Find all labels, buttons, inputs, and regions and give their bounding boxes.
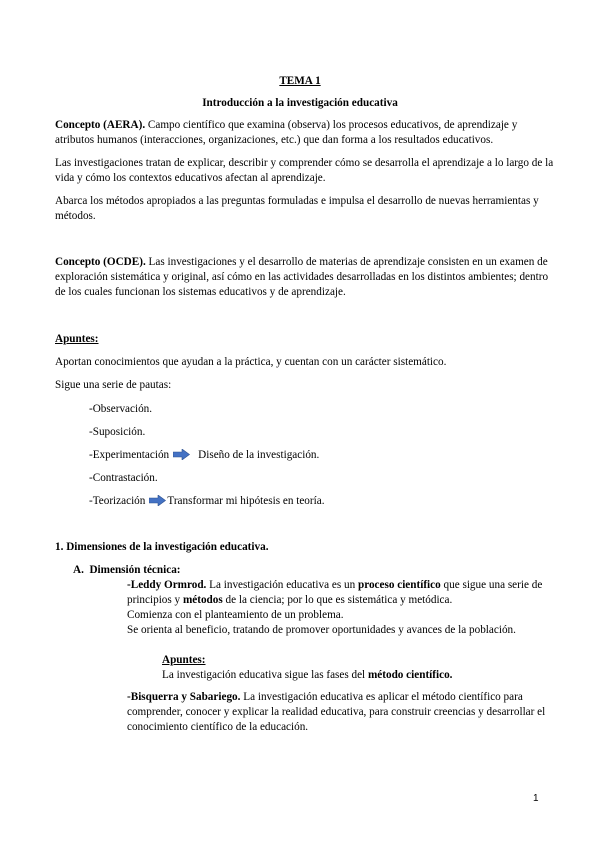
apuntes-text: Aportan conocimientos que ayudan a la práctica, y cuentan con un carácter sistemático. bbox=[55, 356, 447, 368]
section-heading-dimensiones: 1. Dimensiones de la investigación educativa. bbox=[55, 541, 269, 553]
page-number: 1 bbox=[533, 793, 539, 804]
leddy-paragraph bbox=[127, 578, 562, 608]
investigaciones-paragraph: Las investigaciones tratan de explicar, describir y comprender cómo se desarrolla el aprendizaje a lo largo de la vida y cómo los contextos educativos afectan al aprendizaje. bbox=[55, 157, 554, 184]
pauta-experimentacion-result: Diseño de la investigación. bbox=[198, 449, 320, 461]
bisquerra-paragraph bbox=[127, 690, 564, 735]
pauta-contrastacion: -Contrastación. bbox=[89, 472, 158, 484]
page-subtitle: Introducción a la investigación educativa bbox=[202, 97, 398, 109]
bisquerra-name: -Bisquerra y Sabariego. bbox=[127, 691, 241, 703]
concepto-ocde-label: Concepto (OCDE). bbox=[55, 256, 146, 268]
apuntes-heading-2: Apuntes: bbox=[162, 654, 206, 666]
pauta-observacion: -Observación. bbox=[89, 403, 153, 415]
apuntes-2-text-plain: La investigación educativa sigue las fases del bbox=[162, 669, 368, 681]
concepto-ocde-text: Las investigaciones y el desarrollo de materias de aprendizaje consisten en un examen de exploración sistemática y original, así cómo en las actividades desarrolladas en los distintos ambientes; dentro de los cuales funcionan los sistemas educativos y de aprendizaje. bbox=[55, 256, 549, 298]
pauta-experimentacion-row bbox=[89, 448, 319, 465]
concepto-aera-paragraph bbox=[55, 118, 555, 148]
pauta-experimentacion: -Experimentación bbox=[89, 449, 170, 461]
apuntes-2-text bbox=[162, 668, 562, 683]
apuntes-heading: Apuntes: bbox=[55, 333, 99, 345]
abarca-paragraph: Abarca los métodos apropiados a las preguntas formuladas e impulsa el desarrollo de nuevas herramientas y métodos. bbox=[55, 195, 539, 222]
leddy-text-2: que sigue una serie de principios y bbox=[127, 579, 543, 606]
right-arrow-icon bbox=[173, 449, 190, 465]
bisquerra-text: La investigación educativa es aplicar el método científico para comprender, conocer y explicar la realidad educativa, para construir creencias y desarrollar el conocimiento científico de la educación. bbox=[127, 691, 546, 733]
concepto-aera-label: Concepto (AERA). bbox=[55, 119, 146, 131]
leddy-name: -Leddy Ormrod. bbox=[127, 579, 207, 591]
concepto-ocde-paragraph bbox=[55, 255, 555, 300]
leddy-line-2: Comienza con el planteamiento de un problema. bbox=[127, 609, 344, 621]
right-arrow-icon bbox=[149, 495, 166, 511]
pautas-intro: Sigue una serie de pautas: bbox=[55, 379, 172, 391]
subsection-heading-dimension-tecnica: A. Dimensión técnica: bbox=[73, 564, 181, 576]
leddy-line-3: Se orienta al beneficio, tratando de promover oportunidades y avances de la población. bbox=[127, 624, 516, 636]
apuntes-2-text-bold: método científico. bbox=[367, 669, 453, 681]
pauta-teorizacion-row bbox=[89, 494, 325, 511]
leddy-bold-2: métodos bbox=[182, 594, 223, 606]
pauta-teorizacion-result: Transformar mi hipótesis en teoría. bbox=[167, 495, 325, 507]
leddy-text-3: de la ciencia; por lo que es sistemática y metódica. bbox=[222, 594, 453, 606]
leddy-bold-1: proceso científico bbox=[357, 579, 441, 591]
page-title: TEMA 1 bbox=[279, 75, 321, 87]
leddy-text-1: La investigación educativa es un bbox=[206, 579, 358, 591]
pauta-teorizacion: -Teorización bbox=[89, 495, 146, 507]
concepto-aera-text: Campo científico que examina (observa) los procesos educativos, de aprendizaje y atributos humanos (interacciones, organizaciones, etc.) que dan forma a los resultados educativos. bbox=[55, 119, 518, 146]
pauta-suposicion: -Suposición. bbox=[89, 426, 146, 438]
